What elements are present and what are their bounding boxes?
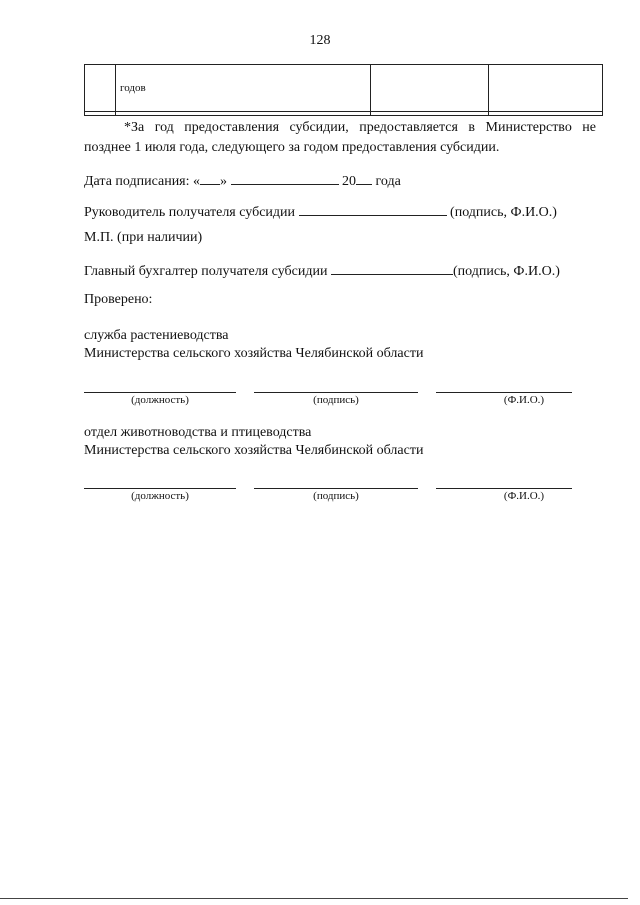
table-row [85, 112, 603, 116]
stamp-note: М.П. (при наличии) [84, 230, 203, 245]
block2-caption-name: (Ф.И.О.) [503, 490, 545, 502]
page-number: 128 [309, 33, 331, 48]
block1-line1: служба растениеводства [84, 328, 229, 343]
date-mid: » [220, 174, 228, 189]
table-cell-label: годов [116, 65, 371, 112]
head-signature-blank [299, 201, 447, 216]
year-blank [356, 170, 372, 185]
block2-caption-signature: (подпись) [313, 490, 359, 502]
block1-caption-signature: (подпись) [313, 394, 359, 406]
block1-position-line [84, 392, 236, 393]
head-signature-line [84, 201, 557, 221]
month-blank [231, 170, 339, 185]
table-cell [85, 65, 116, 112]
bottom-rule [0, 898, 628, 899]
block2-caption-position: (должность) [131, 490, 189, 502]
table-row [85, 65, 603, 112]
accountant-label: Главный бухгалтер получателя субсидии [84, 264, 328, 279]
block2-signature-line [254, 488, 418, 489]
table-cell [489, 112, 603, 116]
signing-date-line [84, 170, 401, 190]
accountant-signature-blank [331, 260, 453, 275]
head-label: Руководитель получателя субсидии [84, 205, 296, 220]
block1-name-line [436, 392, 572, 393]
accountant-suffix: (подпись, Ф.И.О.) [452, 264, 560, 279]
year-suffix: года [375, 174, 401, 189]
accountant-signature-line [84, 260, 560, 280]
block1-caption-name: (Ф.И.О.) [503, 394, 545, 406]
table-cell [371, 112, 489, 116]
head-suffix: (подпись, Ф.И.О.) [450, 205, 557, 220]
checked-label: Проверено: [84, 292, 153, 307]
block1-caption-position: (должность) [131, 394, 189, 406]
block1-line2: Министерства сельского хозяйства Челябинской области [84, 346, 424, 361]
block2-line1: отдел животноводства и птицеводства [84, 425, 312, 440]
day-blank [200, 170, 220, 185]
block1-signature-line [254, 392, 418, 393]
table-cell [85, 112, 116, 116]
table-cell [116, 112, 371, 116]
block2-name-line [436, 488, 572, 489]
block2-line2: Министерства сельского хозяйства Челябинской области [84, 443, 424, 458]
table-fragment [84, 64, 603, 116]
date-prefix: Дата подписания: « [84, 174, 201, 189]
year-prefix: 20 [342, 174, 357, 189]
block2-position-line [84, 488, 236, 489]
footnote: *За год предоставления субсидии, предоставляется в Министерство не позднее 1 июля года, следующего за годом предоставления субсидии. [84, 120, 596, 155]
table-cell [371, 65, 489, 112]
table-cell [489, 65, 603, 112]
